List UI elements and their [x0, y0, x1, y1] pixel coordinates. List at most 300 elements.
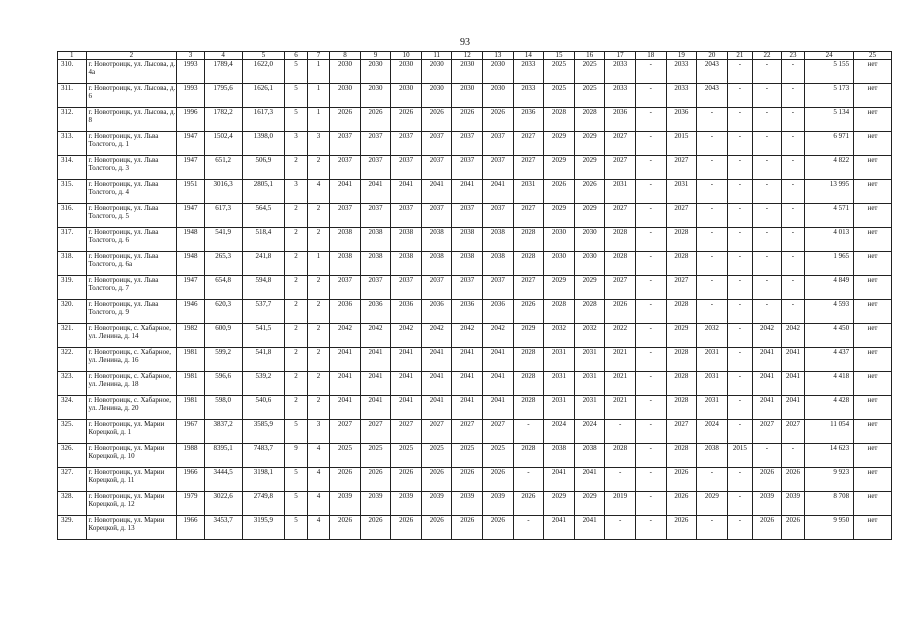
table-cell: 2024 — [574, 420, 605, 444]
table-cell: - — [727, 204, 752, 228]
table-cell: 2029 — [574, 156, 605, 180]
table-cell: 2028 — [605, 252, 636, 276]
table-cell: 2037 — [483, 156, 514, 180]
table-cell: 1947 — [177, 156, 205, 180]
table-cell: нет — [854, 324, 892, 348]
table-cell: 2027 — [666, 156, 697, 180]
table-cell: 2038 — [391, 228, 422, 252]
table-row — [58, 132, 892, 156]
table-cell: 2037 — [330, 132, 361, 156]
table-cell: нет — [854, 276, 892, 300]
table-cell: 2041 — [391, 348, 422, 372]
table-cell: 537,7 — [242, 300, 285, 324]
row-number-cell: 320. — [58, 300, 87, 324]
row-number-cell: 324. — [58, 396, 87, 420]
table-cell: 3022,6 — [204, 492, 242, 516]
row-number-cell: 328. — [58, 492, 87, 516]
table-cell: 4 — [307, 492, 329, 516]
table-cell: нет — [854, 468, 892, 492]
table-cell: 2038 — [330, 252, 361, 276]
table-cell: 2041 — [421, 396, 452, 420]
table-cell: 2037 — [330, 276, 361, 300]
table-cell: 2025 — [330, 444, 361, 468]
table-cell: 3 — [307, 420, 329, 444]
table-cell: 2038 — [360, 252, 391, 276]
table-cell: 2027 — [513, 204, 544, 228]
table-cell: 5 — [285, 468, 307, 492]
table-cell: 2028 — [666, 396, 697, 420]
table-cell: - — [727, 324, 752, 348]
table-cell: 2027 — [330, 420, 361, 444]
table-cell: 600,9 — [204, 324, 242, 348]
table-cell: - — [635, 204, 666, 228]
amount-cell: 9 950 — [805, 516, 854, 540]
table-cell: нет — [854, 204, 892, 228]
table-cell: 599,2 — [204, 348, 242, 372]
row-number-cell: 326. — [58, 444, 87, 468]
table-cell: - — [727, 396, 752, 420]
amount-cell: 4 437 — [805, 348, 854, 372]
table-cell: - — [727, 468, 752, 492]
table-cell: нет — [854, 252, 892, 276]
table-cell: 2028 — [666, 300, 697, 324]
table-cell: 2037 — [421, 204, 452, 228]
table-cell: 2028 — [513, 348, 544, 372]
table-cell: 2 — [307, 276, 329, 300]
table-cell: 2037 — [421, 156, 452, 180]
table-row — [58, 396, 892, 420]
table-cell: - — [753, 300, 782, 324]
table-cell: - — [635, 444, 666, 468]
table-cell: - — [727, 228, 752, 252]
table-cell: 2027 — [513, 132, 544, 156]
table-cell: 2041 — [753, 372, 782, 396]
table-cell: 2039 — [391, 492, 422, 516]
table-cell: - — [635, 228, 666, 252]
table-cell: - — [753, 204, 782, 228]
column-number: 9 — [360, 52, 391, 60]
table-cell: - — [635, 276, 666, 300]
row-number-cell: 313. — [58, 132, 87, 156]
table-cell: 2042 — [421, 324, 452, 348]
table-cell: 2041 — [781, 396, 804, 420]
amount-cell: 4 450 — [805, 324, 854, 348]
table-cell: нет — [854, 372, 892, 396]
table-cell: 2033 — [605, 60, 636, 84]
table-cell: 2037 — [360, 276, 391, 300]
table-cell: 2041 — [421, 372, 452, 396]
table-cell: 2031 — [574, 372, 605, 396]
table-cell: 2027 — [483, 420, 514, 444]
table-cell: нет — [854, 132, 892, 156]
table-row — [58, 468, 892, 492]
address-cell: г. Новотроицк, ул. Лысова, д. 8 — [86, 108, 177, 132]
table-cell: - — [697, 276, 728, 300]
column-number: 10 — [391, 52, 422, 60]
column-number: 24 — [805, 52, 854, 60]
table-row — [58, 444, 892, 468]
table-cell: 2027 — [421, 420, 452, 444]
table-cell: 2030 — [483, 60, 514, 84]
table-cell: 2026 — [421, 468, 452, 492]
table-cell: 1966 — [177, 516, 205, 540]
table-cell: 1398,0 — [242, 132, 285, 156]
table-cell: 2030 — [452, 84, 483, 108]
table-cell: 5 — [285, 516, 307, 540]
table-row — [58, 156, 892, 180]
table-cell: 2021 — [605, 396, 636, 420]
table-cell: 2029 — [544, 132, 575, 156]
table-cell: 2032 — [574, 324, 605, 348]
table-cell: 5 — [285, 420, 307, 444]
table-cell: - — [781, 156, 804, 180]
table-cell: 1948 — [177, 228, 205, 252]
address-cell: г. Новотроицк, ул. Льва Толстого, д. 6а — [86, 252, 177, 276]
table-cell: 2029 — [544, 276, 575, 300]
table-cell: 2033 — [666, 84, 697, 108]
address-cell: г. Новотроицк, ул. Марии Корецкой, д. 1 — [86, 420, 177, 444]
table-cell: 2030 — [421, 60, 452, 84]
table-cell: 2019 — [605, 492, 636, 516]
table-cell: 2030 — [574, 228, 605, 252]
column-number: 13 — [483, 52, 514, 60]
table-cell: 2027 — [605, 204, 636, 228]
amount-cell: 6 971 — [805, 132, 854, 156]
table-cell: - — [697, 132, 728, 156]
table-cell: - — [753, 60, 782, 84]
amount-cell: 5 155 — [805, 60, 854, 84]
table-cell: 2029 — [544, 204, 575, 228]
table-cell: 3453,7 — [204, 516, 242, 540]
table-cell: 2030 — [483, 84, 514, 108]
table-cell: 2025 — [544, 84, 575, 108]
table-cell: нет — [854, 60, 892, 84]
table-cell: - — [781, 444, 804, 468]
table-cell: - — [727, 492, 752, 516]
amount-cell: 4 418 — [805, 372, 854, 396]
table-cell: 2041 — [452, 396, 483, 420]
table-cell: 2027 — [452, 420, 483, 444]
table-cell: 2025 — [483, 444, 514, 468]
table-cell: 2036 — [330, 300, 361, 324]
table-cell: - — [727, 372, 752, 396]
table-cell: - — [635, 132, 666, 156]
table-cell: 2026 — [483, 108, 514, 132]
table-cell: 2026 — [421, 516, 452, 540]
table-cell: 2026 — [483, 468, 514, 492]
table-cell: - — [727, 84, 752, 108]
table-cell: 2030 — [391, 84, 422, 108]
table-cell: - — [605, 516, 636, 540]
table-cell: - — [697, 156, 728, 180]
table-cell: 1782,2 — [204, 108, 242, 132]
table-cell: 2041 — [544, 516, 575, 540]
table-cell: 2027 — [391, 420, 422, 444]
table-cell: 2030 — [544, 252, 575, 276]
table-cell: 2027 — [781, 420, 804, 444]
table-cell: 1947 — [177, 204, 205, 228]
table-cell: 8395,1 — [204, 444, 242, 468]
table-cell: 2025 — [360, 444, 391, 468]
table-row — [58, 252, 892, 276]
table-cell: 2027 — [753, 420, 782, 444]
table-cell: 2026 — [330, 516, 361, 540]
table-cell: - — [635, 420, 666, 444]
amount-cell: 11 054 — [805, 420, 854, 444]
table-cell: 1993 — [177, 84, 205, 108]
table-cell: 3016,3 — [204, 180, 242, 204]
table-cell: 2025 — [574, 60, 605, 84]
table-cell: 2041 — [781, 372, 804, 396]
table-cell: 241,8 — [242, 252, 285, 276]
table-cell: 2033 — [666, 60, 697, 84]
table-cell: 2025 — [452, 444, 483, 468]
table-cell: 2042 — [483, 324, 514, 348]
table-cell: нет — [854, 228, 892, 252]
amount-cell: 4 822 — [805, 156, 854, 180]
table-cell: 2 — [285, 276, 307, 300]
table-cell: - — [513, 468, 544, 492]
table-cell: нет — [854, 420, 892, 444]
table-cell: 2038 — [697, 444, 728, 468]
table-cell: 2028 — [666, 252, 697, 276]
table-cell: - — [727, 60, 752, 84]
table-cell: 1789,4 — [204, 60, 242, 84]
table-cell: - — [697, 252, 728, 276]
table-cell: 2026 — [452, 468, 483, 492]
table-cell: 2033 — [513, 60, 544, 84]
table-cell: 2038 — [330, 228, 361, 252]
table-cell: 2029 — [544, 492, 575, 516]
amount-cell: 4 571 — [805, 204, 854, 228]
table-cell: 2 — [307, 204, 329, 228]
table-cell: 2026 — [421, 108, 452, 132]
column-number: 19 — [666, 52, 697, 60]
table-cell: - — [697, 108, 728, 132]
table-cell: 2041 — [452, 180, 483, 204]
address-cell: г. Новотроицк, ул. Льва Толстого, д. 1 — [86, 132, 177, 156]
table-cell: 2038 — [483, 228, 514, 252]
table-cell: - — [635, 396, 666, 420]
table-cell: 3444,5 — [204, 468, 242, 492]
table-cell: 5 — [285, 108, 307, 132]
table-cell: 2028 — [605, 228, 636, 252]
table-cell: 2027 — [513, 276, 544, 300]
table-cell: 2037 — [452, 276, 483, 300]
column-number: 1 — [58, 52, 87, 60]
table-cell: - — [781, 84, 804, 108]
table-cell: 541,8 — [242, 348, 285, 372]
table-cell: 2026 — [605, 300, 636, 324]
amount-cell: 4 428 — [805, 396, 854, 420]
table-cell: 2041 — [360, 396, 391, 420]
table-cell: 2039 — [360, 492, 391, 516]
address-cell: г. Новотроицк, ул. Льва Толстого, д. 9 — [86, 300, 177, 324]
table-cell: 2036 — [513, 108, 544, 132]
table-cell: 2026 — [360, 108, 391, 132]
table-cell: 2037 — [421, 276, 452, 300]
address-cell: г. Новотроицк, ул. Лысова, д. 4а — [86, 60, 177, 84]
table-cell: 2025 — [421, 444, 452, 468]
table-row — [58, 300, 892, 324]
address-cell: г. Новотроицк, с. Хабарное, ул. Ленина, д. 16 — [86, 348, 177, 372]
table-cell: 4 — [307, 444, 329, 468]
table-cell: 4 — [307, 516, 329, 540]
table-cell: - — [697, 180, 728, 204]
table-cell: 2 — [307, 348, 329, 372]
table-cell: 2030 — [391, 60, 422, 84]
table-cell: нет — [854, 108, 892, 132]
table-cell: 2026 — [513, 492, 544, 516]
table-cell: - — [781, 228, 804, 252]
table-cell: 2031 — [574, 396, 605, 420]
table-cell: 2 — [285, 348, 307, 372]
table-cell: 2042 — [781, 324, 804, 348]
table-cell: 2028 — [605, 444, 636, 468]
table-row — [58, 60, 892, 84]
table-row — [58, 276, 892, 300]
table-cell: 1981 — [177, 396, 205, 420]
table-cell: 2037 — [483, 204, 514, 228]
table-cell: 1 — [307, 108, 329, 132]
table-cell: 594,8 — [242, 276, 285, 300]
table-cell: - — [781, 60, 804, 84]
table-cell: 2015 — [727, 444, 752, 468]
table-cell: нет — [854, 492, 892, 516]
table-cell: 596,6 — [204, 372, 242, 396]
table-cell: 2 — [307, 228, 329, 252]
table-cell: 2025 — [544, 60, 575, 84]
table-cell: 2027 — [605, 276, 636, 300]
table-cell: 2038 — [544, 444, 575, 468]
table-cell: 2027 — [666, 204, 697, 228]
page-number: 93 — [460, 37, 470, 48]
row-number-cell: 315. — [58, 180, 87, 204]
table-cell: 1981 — [177, 348, 205, 372]
table-cell: - — [635, 180, 666, 204]
table-cell: 2037 — [330, 204, 361, 228]
table-body — [58, 52, 892, 540]
table-cell: нет — [854, 516, 892, 540]
column-number: 21 — [727, 52, 752, 60]
table-cell: 2026 — [666, 516, 697, 540]
table-cell: 2029 — [544, 156, 575, 180]
row-number-cell: 317. — [58, 228, 87, 252]
column-number: 17 — [605, 52, 636, 60]
table-cell: - — [697, 204, 728, 228]
table-cell: - — [727, 276, 752, 300]
table-cell: 2037 — [360, 156, 391, 180]
table-cell: 4 — [307, 180, 329, 204]
table-cell: 540,6 — [242, 396, 285, 420]
table-cell: 2031 — [697, 348, 728, 372]
table-cell: 1947 — [177, 276, 205, 300]
table-cell: 1948 — [177, 252, 205, 276]
table-cell: 2028 — [513, 444, 544, 468]
table-cell: 1 — [307, 252, 329, 276]
table-cell: 2037 — [483, 276, 514, 300]
table-cell: - — [635, 348, 666, 372]
table-cell: 2041 — [421, 348, 452, 372]
table-cell: 2039 — [753, 492, 782, 516]
column-number: 2 — [86, 52, 177, 60]
table-row — [58, 108, 892, 132]
address-cell: г. Новотроицк, ул. Марии Корецкой, д. 12 — [86, 492, 177, 516]
table-cell: - — [635, 108, 666, 132]
table-cell: 2043 — [697, 84, 728, 108]
table-row — [58, 372, 892, 396]
table-row — [58, 228, 892, 252]
table-cell: - — [781, 132, 804, 156]
table-cell: 2030 — [360, 84, 391, 108]
table-cell: 2 — [307, 156, 329, 180]
amount-cell: 4 593 — [805, 300, 854, 324]
table-cell: - — [635, 84, 666, 108]
table-cell: 2041 — [483, 348, 514, 372]
table-cell: 1626,1 — [242, 84, 285, 108]
table-cell: 2030 — [330, 84, 361, 108]
table-cell: - — [727, 300, 752, 324]
table-cell: - — [635, 324, 666, 348]
table-cell: 2028 — [574, 108, 605, 132]
table-cell: 2038 — [452, 252, 483, 276]
address-cell: г. Новотроицк, с. Хабарное, ул. Ленина, д. 14 — [86, 324, 177, 348]
row-number-cell: 314. — [58, 156, 87, 180]
table-cell: - — [727, 132, 752, 156]
column-number: 4 — [204, 52, 242, 60]
table-cell: 1622,0 — [242, 60, 285, 84]
table-cell: 2039 — [330, 492, 361, 516]
table-row — [58, 180, 892, 204]
address-cell: г. Новотроицк, ул. Льва Толстого, д. 5 — [86, 204, 177, 228]
table-cell: 2039 — [483, 492, 514, 516]
table-cell: 2031 — [544, 396, 575, 420]
table-cell: - — [781, 252, 804, 276]
table-cell: 2037 — [360, 132, 391, 156]
table-cell: 2041 — [483, 180, 514, 204]
table-cell: 617,3 — [204, 204, 242, 228]
table-cell: 2041 — [781, 348, 804, 372]
table-cell: 1947 — [177, 132, 205, 156]
table-cell: - — [635, 372, 666, 396]
table-cell: 2029 — [513, 324, 544, 348]
table-row — [58, 204, 892, 228]
address-cell: г. Новотроицк, ул. Льва Толстого, д. 7 — [86, 276, 177, 300]
column-number: 15 — [544, 52, 575, 60]
table-cell: - — [753, 132, 782, 156]
table-cell: 2031 — [666, 180, 697, 204]
table-cell: - — [753, 444, 782, 468]
table-cell: 2 — [285, 252, 307, 276]
table-cell: 2037 — [391, 132, 422, 156]
amount-cell: 5 134 — [805, 108, 854, 132]
table-cell: 564,5 — [242, 204, 285, 228]
row-number-cell: 318. — [58, 252, 87, 276]
table-cell: 2028 — [513, 372, 544, 396]
amount-cell: 8 708 — [805, 492, 854, 516]
table-cell: 4 — [307, 468, 329, 492]
table-cell: 2025 — [391, 444, 422, 468]
table-cell: - — [727, 420, 752, 444]
table-cell: 2027 — [605, 156, 636, 180]
table-cell: - — [605, 420, 636, 444]
table-cell: - — [781, 276, 804, 300]
table-cell: 265,3 — [204, 252, 242, 276]
table-cell: 518,4 — [242, 228, 285, 252]
table-cell: 2041 — [483, 396, 514, 420]
table-cell: 2027 — [513, 156, 544, 180]
table-cell: 2038 — [421, 252, 452, 276]
